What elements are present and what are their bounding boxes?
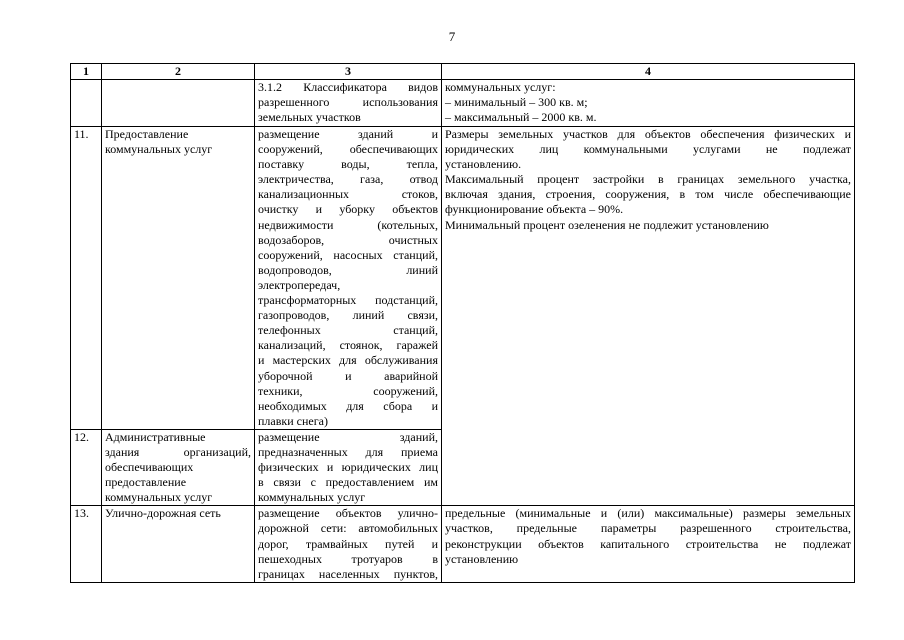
text-line: здания организаций, <box>105 444 251 459</box>
text-line: установлению. <box>445 157 522 172</box>
text-line: разрешенного использования <box>258 95 438 110</box>
text-line: сооружений, насосных станций, <box>258 247 438 262</box>
text-line: 3.1.2 Классификатора видов <box>258 80 438 94</box>
text-line: уборочной и аварийной <box>258 368 438 383</box>
text-line: газопроводов, линий связи, <box>258 308 438 323</box>
table-row <box>71 506 855 582</box>
text-line: Административные <box>105 429 206 444</box>
row11-12-parameters <box>442 127 855 506</box>
text-line: пешеходных тротуаров в <box>258 551 438 566</box>
text-line: Минимальный процент озеленения не подлежит установлению <box>445 217 769 232</box>
text-line: размещение зданий и <box>258 127 438 141</box>
row0-parameters <box>442 80 855 127</box>
header-col-1: 1 <box>71 64 102 80</box>
table-row <box>71 127 855 430</box>
text-line: – минимальный – 300 кв. м; <box>445 95 588 110</box>
regulations-table <box>70 63 855 583</box>
text-line: плавки снега) <box>258 413 328 428</box>
text-line: обеспечивающих <box>105 460 194 475</box>
text-line: предоставление <box>105 475 187 490</box>
text-line: очистку и уборку объектов <box>258 202 438 217</box>
text-line: водопроводов, линий <box>258 262 438 277</box>
row0-name <box>102 80 255 127</box>
header-col-4: 4 <box>442 64 855 80</box>
text-line: физических и юридических лиц <box>258 460 438 475</box>
row12-num: 12. <box>71 429 102 505</box>
text-line: и мастерских для обслуживания <box>258 353 438 368</box>
page-number: 7 <box>448 29 456 44</box>
text-line: поставку воды, тепла, <box>258 157 438 172</box>
text-line: земельных участков <box>258 110 361 125</box>
row0-num <box>71 80 102 127</box>
text-line: канализационных стоков, <box>258 187 438 202</box>
text-line: сооружений, обеспечивающих <box>258 142 438 157</box>
text-line: размещение зданий, <box>258 429 438 444</box>
text-line: коммунальных услуг <box>105 142 213 157</box>
header-col-2: 2 <box>102 64 255 80</box>
text-line: в связи с предоставлением им <box>258 475 438 490</box>
row0-description <box>255 80 442 127</box>
header-col-3: 3 <box>255 64 442 80</box>
row12-name <box>102 429 255 505</box>
text-line: электропередач, <box>258 277 341 292</box>
text-line: установлению <box>445 551 519 566</box>
text-line: техники, сооружений, <box>258 383 438 398</box>
text-line: телефонных станций, <box>258 323 438 338</box>
row11-num: 11. <box>71 127 102 430</box>
text-line: включая здания, строения, сооружения, в том числе обеспечивающие <box>445 187 851 202</box>
text-line: предельные (минимальные и (или) максимальные) размеры земельных <box>445 506 851 521</box>
row13-description <box>255 506 442 582</box>
text-line: коммунальных услуг <box>105 490 213 505</box>
text-line: Максимальный процент застройки в границах земельного участка, <box>445 172 851 187</box>
text-line: необходимых для сбора и <box>258 398 438 413</box>
table-row <box>71 80 855 127</box>
row13-num: 13. <box>71 506 102 582</box>
text-line: дорожной сети: автомобильных <box>258 521 438 536</box>
text-line: функционирование объекта – 90%. <box>445 202 624 217</box>
text-line: – максимальный – 2000 кв. м. <box>445 110 597 125</box>
row11-description <box>255 127 442 430</box>
row13-name <box>102 506 255 582</box>
text-line: канализаций, стоянок, гаражей <box>258 338 438 353</box>
text-line: Улично-дорожная сеть <box>105 506 221 521</box>
text-line: Размеры земельных участков для объектов обеспечения физических и <box>445 127 851 141</box>
text-line: участков, предельные параметры разрешенного строительства, <box>445 521 851 536</box>
row13-parameters <box>442 506 855 582</box>
text-line: предназначенных для приема <box>258 444 438 459</box>
text-line: юридических лиц коммунальными услугами не подлежат <box>445 142 851 157</box>
text-line: трансформаторных подстанций, <box>258 293 438 308</box>
text-line: электричества, газа, отвод <box>258 172 438 187</box>
text-line: недвижимости (котельных, <box>258 217 438 232</box>
text-line: коммунальных услуг: <box>445 80 556 94</box>
text-line: коммунальных услуг <box>258 490 366 505</box>
text-line: границах населенных пунктов, <box>258 566 438 581</box>
text-line: дорог, трамвайных путей и <box>258 536 438 551</box>
text-line: размещение объектов улично- <box>258 506 438 521</box>
text-line: водозаборов, очистных <box>258 232 438 247</box>
row11-name <box>102 127 255 430</box>
row12-description <box>255 429 442 505</box>
text-line: Предоставление <box>105 127 189 141</box>
header-row <box>71 64 855 80</box>
text-line: реконструкции объектов капитального строительства не подлежат <box>445 536 851 551</box>
